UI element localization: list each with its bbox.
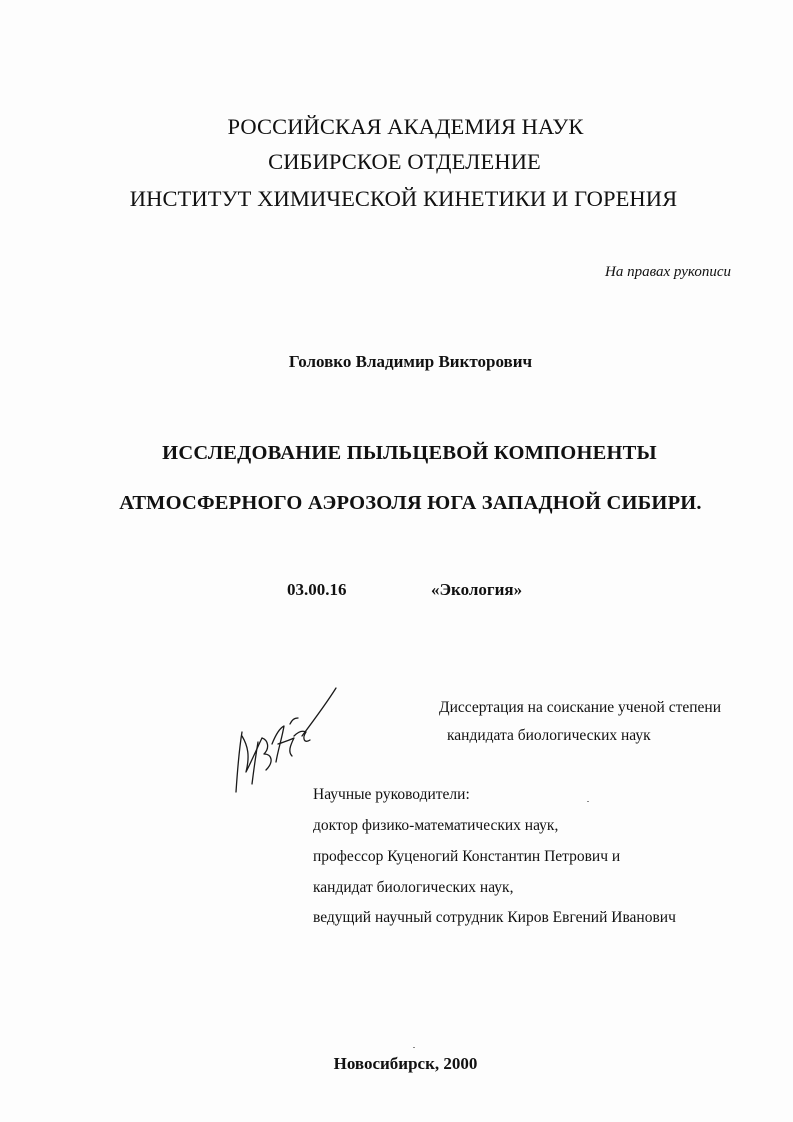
thesis-title-line-1: ИССЛЕДОВАНИЕ ПЫЛЬЦЕВОЙ КОМПОНЕНТЫ: [162, 442, 657, 464]
branch-name: СИБИРСКОЕ ОТДЕЛЕНИЕ: [268, 149, 541, 174]
thesis-title-line-2: АТМОСФЕРНОГО АЭРОЗОЛЯ ЮГА ЗАПАДНОЙ СИБИРИ.: [119, 492, 702, 514]
advisor-line: кандидат биологических наук,: [313, 879, 514, 896]
dissertation-degree-line-2: кандидата биологических наук: [447, 727, 651, 744]
specialty-name: «Экология»: [431, 580, 523, 599]
advisors-heading: Научные руководители:: [313, 786, 470, 803]
academy-name: РОССИЙСКАЯ АКАДЕМИЯ НАУК: [227, 114, 584, 139]
advisor-line: доктор физико-математических наук,: [313, 817, 559, 834]
advisor-line: профессор Куценогий Константин Петрович и: [313, 848, 621, 865]
institute-name: ИНСТИТУТ ХИМИЧЕСКОЙ КИНЕТИКИ И ГОРЕНИЯ: [129, 186, 678, 211]
scan-speck: [587, 801, 589, 802]
scan-speck: [413, 1047, 415, 1048]
specialty-code: 03.00.16: [287, 580, 347, 599]
dissertation-degree-line-1: Диссертация на соискание ученой степени: [439, 699, 721, 716]
author-name: Головко Владимир Викторович: [288, 352, 533, 371]
city-year: Новосибирск, 2000: [333, 1054, 478, 1073]
advisor-line: ведущий научный сотрудник Киров Евгений Иванович: [313, 909, 676, 926]
manuscript-note: На правах рукописи: [605, 264, 731, 280]
